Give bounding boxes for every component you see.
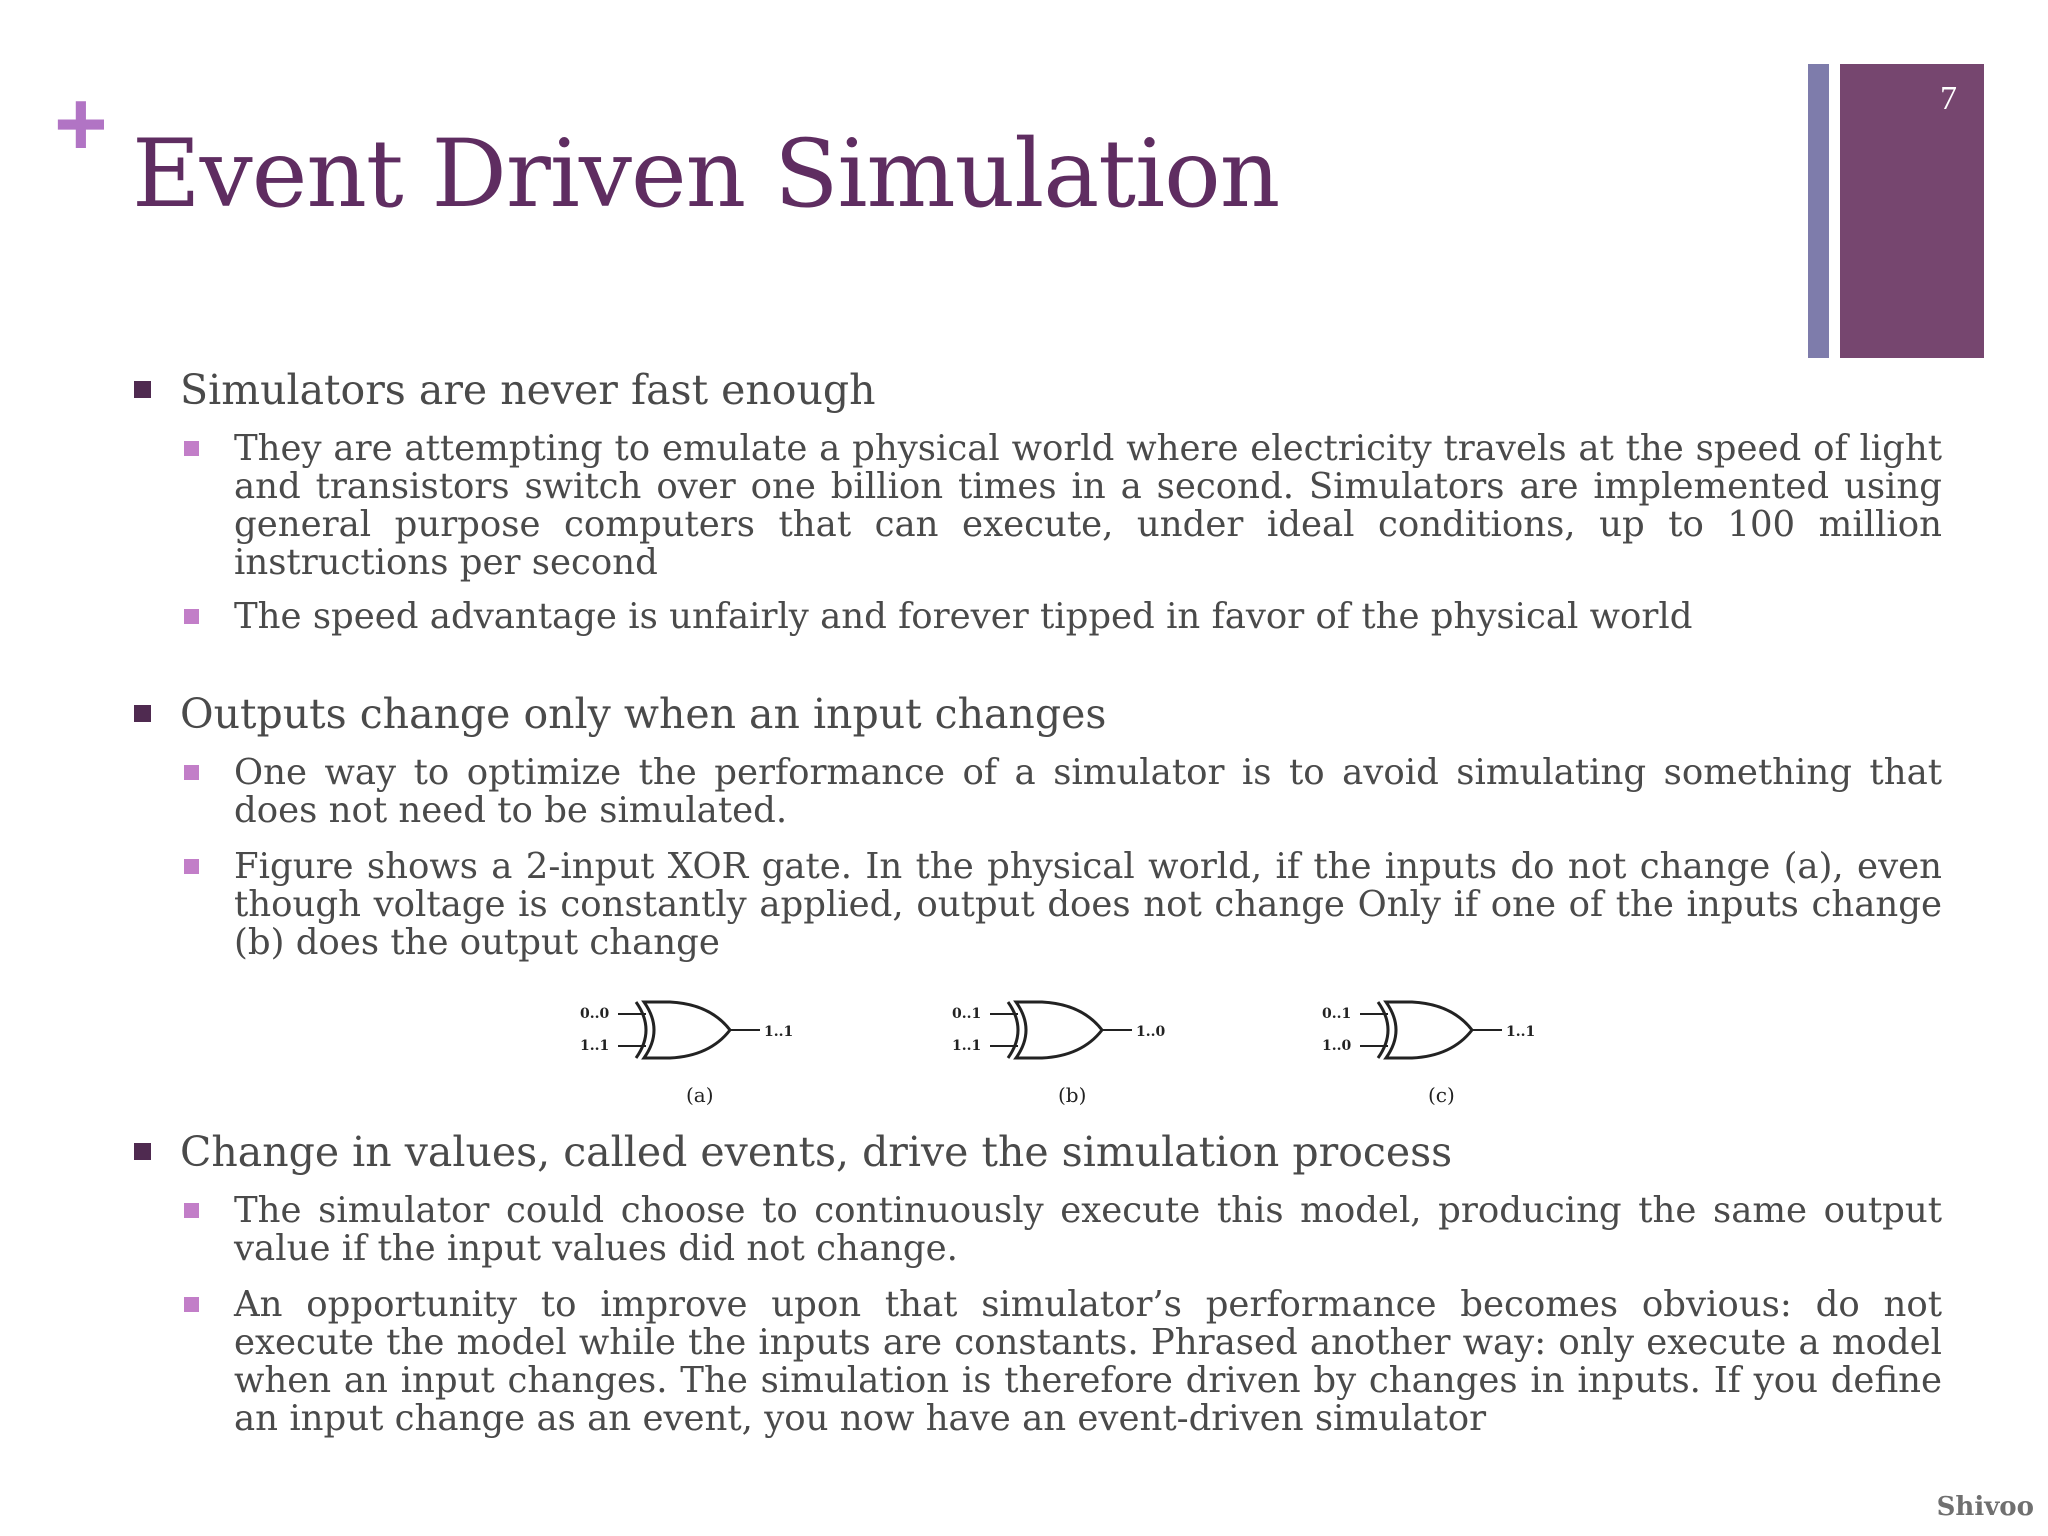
bullet-3-text: Change in values, called events, drive the simulation process <box>180 1128 1453 1176</box>
gate-a-input-1: 0..0 <box>580 1006 610 1022</box>
xor-gate-icon <box>1008 1002 1018 1058</box>
bullet-square-icon <box>134 381 151 398</box>
sub-bullet-2-2-text: Figure shows a 2-input XOR gate. In the physical world, if the inputs do not change (a), even though voltage is constantly applied, output does not change Only if one of the inputs change (b) does the output change <box>234 846 1942 963</box>
plus-icon: + <box>54 73 108 175</box>
accent-bar-wide <box>1840 64 1984 358</box>
sub-bullet-2-1 <box>234 754 1942 830</box>
sub-bullet-1-1-text: They are attempting to emulate a physical world where electricity travels at the speed of light and transistors switch over one billion times in a second. Simulators are implemented using general purpose computers that can execute, under ideal conditions, up to 100 million instructions per second <box>234 428 1942 583</box>
xor-gate-figure <box>570 990 1610 1120</box>
gate-c-caption: (c) <box>1428 1083 1455 1107</box>
sub-bullet-2-2 <box>234 848 1942 962</box>
accent-bar-thin <box>1808 64 1829 358</box>
gate-c-input-2: 1..0 <box>1322 1038 1352 1054</box>
sub-bullet-square-icon <box>184 609 199 624</box>
sub-bullet-3-2 <box>234 1286 1942 1438</box>
author-footer: Shivoo <box>1936 1492 2034 1522</box>
gate-b-output: 1..0 <box>1136 1024 1166 1040</box>
gate-a-caption: (a) <box>686 1083 714 1107</box>
sub-bullet-square-icon <box>184 441 199 456</box>
gate-c-input-1: 0..1 <box>1322 1006 1352 1022</box>
xor-gate-b <box>952 1002 1165 1107</box>
sub-bullet-1-2 <box>234 598 1942 636</box>
xor-gate-a <box>580 1002 793 1107</box>
sub-bullet-2-1-text: One way to optimize the performance of a simulator is to avoid simulating something that does not need to be simulated. <box>234 752 1942 831</box>
gate-b-caption: (b) <box>1058 1083 1087 1107</box>
sub-bullet-square-icon <box>184 765 199 780</box>
sub-bullet-square-icon <box>184 1297 199 1312</box>
sub-bullet-3-2-text: An opportunity to improve upon that simulator’s performance becomes obvious: do not execute the model while the inputs are constants. Phrased another way: only execute a model when an input changes. The simulation is therefore driven by changes in inputs. If you define an input change as an event, you now have an event-driven simulator <box>234 1284 1942 1439</box>
page-title: Event Driven Simulation <box>132 120 1280 229</box>
sub-bullet-square-icon <box>184 859 199 874</box>
sub-bullet-1-1 <box>234 430 1942 582</box>
sub-bullet-3-1-text: The simulator could choose to continuously execute this model, producing the same output value if the input values did not change. <box>234 1190 1942 1269</box>
xor-gate-icon <box>636 1002 646 1058</box>
bullet-2 <box>134 690 1106 739</box>
bullet-1-text: Simulators are never fast enough <box>180 366 876 414</box>
sub-bullet-1-2-text: The speed advantage is unfairly and forever tipped in favor of the physical world <box>234 596 1693 637</box>
gate-b-input-2: 1..1 <box>952 1038 982 1054</box>
sub-bullet-3-1 <box>234 1192 1942 1268</box>
gate-a-input-2: 1..1 <box>580 1038 610 1054</box>
xor-gate-c <box>1322 1002 1535 1107</box>
bullet-2-text: Outputs change only when an input changes <box>180 690 1107 738</box>
xor-gate-icon <box>1378 1002 1388 1058</box>
bullet-1 <box>134 366 876 415</box>
bullet-square-icon <box>134 705 151 722</box>
gate-b-input-1: 0..1 <box>952 1006 982 1022</box>
bullet-3 <box>134 1128 1452 1177</box>
gate-a-output: 1..1 <box>764 1024 794 1040</box>
page-number: 7 <box>1940 80 1957 117</box>
gate-c-output: 1..1 <box>1506 1024 1536 1040</box>
bullet-square-icon <box>134 1143 151 1160</box>
sub-bullet-square-icon <box>184 1203 199 1218</box>
